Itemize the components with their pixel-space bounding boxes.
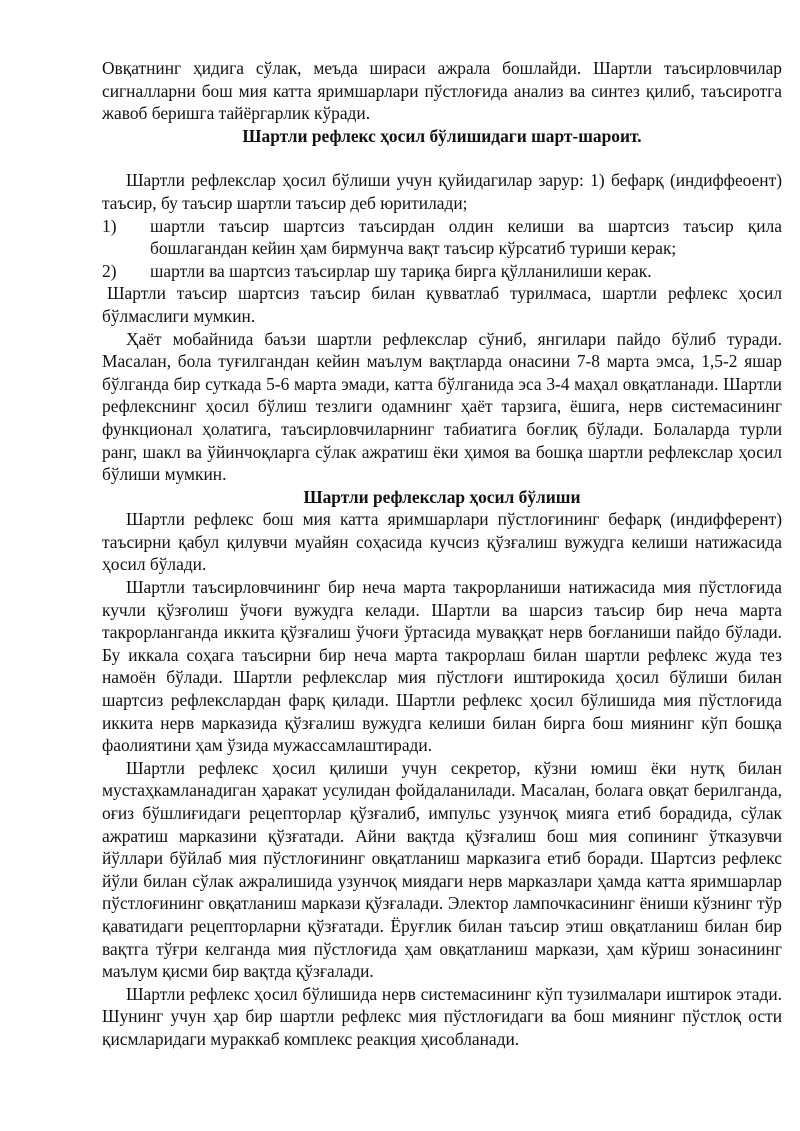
list-item-number: 2) [102,260,117,281]
list-item-text: шартли таъсир шартсиз таъсирдан олдин келиши ва шартсиз таъсир қила бошлагандан кейин ҳам бирмунча вақт таъсир кўрсатиб туриши керак; [150,215,782,259]
paragraph-method: Шартли рефлекс ҳосил қилиши учун секретор, кўзни юмиш ёки нутқ билан мустаҳкамланадиган ҳаракат усулидан фойдаланилади. Масалан, болага овқат берилганда, оғиз бўшлиғидаги рецепторлар қўзғалиб, импульс узунчоқ мияга етиб борадида, сўлак ажратиш марказини қўзғатади. Айни вақтда қўзғалиш бош мия сопининг ўтказувчи йўллари бўйлаб мия пўстлоғининг овқатланиш марказига етиб боради. Шартсиз рефлекс йўли билан сўлак ажралишида узунчоқ миядаги нерв марказлари ҳамда катта яримшарлар пўстлоғининг овқатланиш маркази қўзғалади. Электор лампочкасининг ёниши кўзнинг тўр қаватидаги рецепторларни қўзғатади. Ёруғлик билан таъсир этиш овқатланиш билан бир вақтга тўғри келганда мия пўстлоғида ҳам овқатланиш маркази, ҳам кўриш зонасининг маълум қисми бир вақтда қўзғалади. [102,757,782,982]
list-item [102,215,782,260]
list-item-text: шартли ва шартсиз таъсирлар шу тариқа бирга қўлланилиши керак. [150,260,652,281]
document-body [102,57,782,1051]
paragraph-reinforcement: Шартли таъсир шартсиз таъсир билан қувватлаб турилмаса, шартли рефлекс ҳосил бўлмаслиги мумкин. [102,283,782,326]
spacer [102,147,782,169]
paragraph-formation: Шартли рефлекс бош мия катта яримшарлари пўстлоғининг бефарқ (индифферент) таъсирни қабул қилувчи муайян соҳасида кучсиз қўзғалиш вужудга келиши натижасида ҳосил бўлади. [102,509,782,575]
section-heading-formation: Шартли рефлекслар ҳосил бўлиши [303,486,581,507]
paragraph-requirements: Шартли рефлекслар ҳосил бўлиши учун қуйидагилар зарур: 1) бефарқ (индиффеоент) таъсир, бу таъсир шартли таъсир деб юритилади; [102,170,782,213]
section-heading-conditions: Шартли рефлекс ҳосил бўлишидаги шарт-шароит. [242,125,642,146]
paragraph-intro: Овқатнинг ҳидига сўлак, меъда шираси ажрала бошлайди. Шартли таъсирловчилар сигналларни бош мия катта яримшарлари пўстлоғида анализ ва синтез қилиб, таъсиротга жавоб беришга тайёргарлик кўради. [102,58,782,124]
paragraph-stimulus: Шартли таъсирловчининг бир неча марта такрорланиши натижасида мия пўстлоғида кучли қўзғолиш ўчоғи вужудга келади. Шартли ва шарсиз таъсир бир неча марта такрорланганда иккита қўзғалиш ўчоғи ўртасида муваққат нерв боғланиши пайдо бўлади. Бу иккала соҳага таъсирни бир неча марта такрорлаш билан шартли рефлекс жуда тез намоён бўлади. Шартли рефлекслар мия пўстлоғи иштирокида ҳосил бўлиши билан шартсиз рефлекслардан фарқ қилади. Шартли рефлекс ҳосил бўлишида мия пўстлоғида иккита нерв марказида қўзғалиш вужудга келиши билан бирга бош миянинг кўп бошқа фаолиятини ҳам ўзида мужассамлаштиради. [102,577,782,756]
paragraph-life: Ҳаёт мобайнида баъзи шартли рефлекслар сўниб, янгилари пайдо бўлиб туради. Масалан, бола туғилгандан кейин маълум вақтларда онасини 7-8 марта эмса, 1,5-2 яшар бўлганда бир суткада 5-6 марта эмади, катта бўлганида эса 3-4 маҳал овқатланади. Шартли рефлекснинг ҳосил бўлиш тезлиги одамнинг ҳаёт тарзига, ёшига, нерв системасининг функционал ҳолатига, таъсирловчиларнинг табиатига боғлиқ бўлади. Болаларда турли ранг, шакл ва ўйинчоқларга сўлак ажратиш ёки ҳимоя ва бошқа шартли рефлекслар ҳосил бўлиши мумкин. [102,328,782,485]
list-item [102,260,782,283]
paragraph-conclusion: Шартли рефлекс ҳосил бўлишида нерв системасининг кўп тузилмалари иштирок этади. Шунинг учун ҳар бир шартли рефлекс мия пўстлоғидаги ва бош миянинг пўстлоқ ости қисмларидаги мураккаб комплекс реакция ҳисобланади. [102,983,782,1049]
list-item-number: 1) [102,215,117,236]
